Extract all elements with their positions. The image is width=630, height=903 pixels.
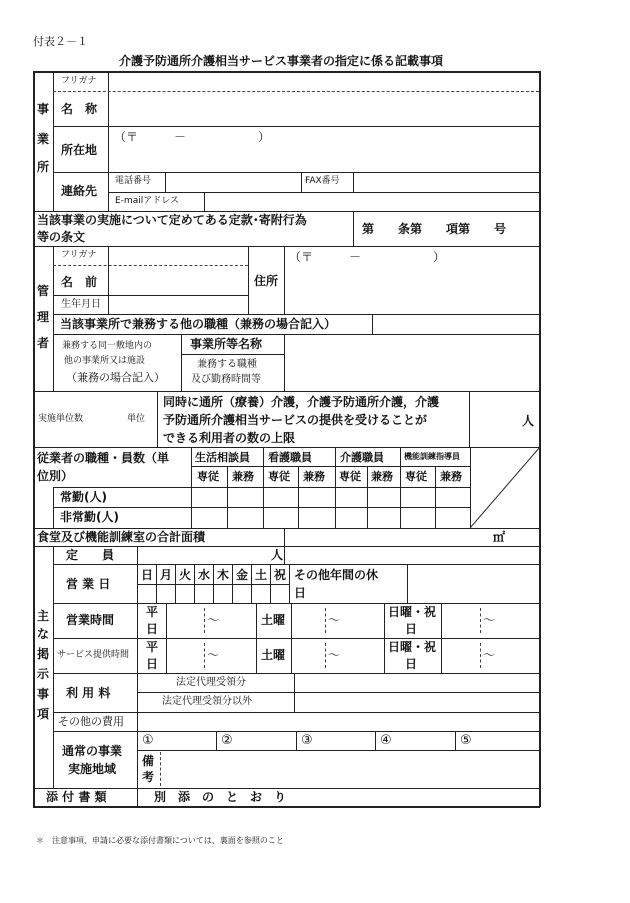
parttime-label: 非常勤(人): [60, 510, 119, 524]
days-label: 営 業 日: [66, 577, 111, 591]
unit-description-2: 予防通所介護相当サービスの提供を受けることが: [163, 413, 428, 427]
same-site-label-2: 他の事業所又は施設: [64, 356, 146, 366]
articles-label-cont: 等の条文: [37, 230, 86, 244]
section-char: 項: [37, 707, 50, 721]
fee-proxy-label: 法定代理受領分: [176, 677, 246, 688]
day-cell: 水: [198, 568, 211, 582]
attach-label: 添 付 書 類: [46, 790, 107, 804]
manager-dob-label: 生年月日: [61, 299, 101, 310]
attach-value: 別 添 の と お り: [154, 790, 287, 804]
holiday-label-2: 日: [294, 586, 307, 600]
tilde: ～: [483, 613, 496, 627]
articles-label: 当該事業の実施について定めてある定款･寄附行為: [37, 213, 307, 227]
weekday-label-2: 日: [146, 622, 159, 636]
diagonal-slash: [470, 447, 540, 528]
section-char: 者: [37, 336, 50, 350]
saturday-label: 土曜: [261, 613, 286, 627]
region-num: ①: [142, 733, 154, 748]
part-label: 兼務: [440, 470, 462, 483]
region-num: ④: [380, 733, 392, 748]
full-label: 専従: [268, 470, 290, 483]
tilde: ～: [328, 648, 341, 662]
staff-header-2: 位別）: [37, 469, 74, 483]
same-site-label: 兼務する同一敷地内の: [62, 341, 153, 351]
tilde: ～: [328, 613, 341, 627]
weekday-label-2: 日: [146, 657, 159, 671]
section-char: 事: [37, 687, 50, 701]
day-cell: 土: [255, 568, 268, 582]
manager-postal: （〒 － ）: [289, 250, 446, 264]
section-char: 所: [37, 160, 50, 174]
business-contact-label: 連絡先: [61, 184, 98, 198]
day-cell: 金: [236, 568, 249, 582]
day-cell: 火: [179, 568, 192, 582]
staff-header: 従業者の職種・員数（単: [37, 451, 170, 465]
manager-address-label: 住所: [254, 274, 279, 288]
email-label: E-mailアドレス: [115, 196, 179, 206]
area-unit: ㎡: [493, 530, 506, 544]
region-label-2: 実施地域: [68, 762, 117, 776]
staff-type: 生活相談員: [195, 451, 250, 464]
area-label: 食堂及び機能訓練室の合計面積: [37, 530, 206, 544]
day-cell: 祝: [274, 568, 287, 582]
section-char: な: [37, 627, 50, 641]
facility-name-label: 事業所等名称: [190, 337, 263, 351]
section-char: 主: [37, 609, 50, 623]
region-num: ⑤: [460, 733, 472, 748]
document-title: 介護予防通所介護相当サービス事業者の指定に係る記載事項: [119, 54, 444, 68]
part-label: 兼務: [232, 470, 254, 483]
unit-description: 同時に通所（療養）介護，介護予防通所介護，介護: [163, 395, 440, 409]
section-char: 掲: [37, 647, 50, 661]
business-furigana-label: フリガナ: [61, 76, 97, 86]
unit-label: 実施単位数: [38, 414, 84, 424]
sunday-label: 日曜・祝: [388, 605, 437, 619]
staff-type: 機能訓練指導員: [404, 452, 460, 461]
sunday-label-2: 日: [405, 657, 418, 671]
capacity-label: 定 員: [66, 548, 115, 562]
hours-label: 営業時間: [66, 613, 115, 627]
business-name-label: 名 称: [61, 102, 98, 116]
section-char: 示: [37, 667, 50, 681]
fee-label: 利 用 料: [66, 686, 111, 700]
remarks-label-2: 考: [142, 770, 155, 784]
region-label: 通常の事業: [62, 744, 123, 758]
region-num: ③: [301, 733, 313, 748]
weekday-label: 平: [146, 640, 159, 654]
manager-name-label: 名 前: [61, 275, 98, 289]
manager-furigana-label: フリガナ: [61, 250, 97, 260]
region-num: ②: [221, 733, 233, 748]
service-hours-label: サービス提供時間: [57, 650, 130, 660]
day-cell: 日: [141, 568, 154, 582]
business-postal: （〒 － ）: [114, 130, 271, 144]
section-char: 管: [37, 284, 50, 298]
tilde: ～: [207, 648, 220, 662]
full-label: 専従: [405, 470, 427, 483]
section-char: 事: [37, 102, 50, 116]
unit-persons: 人: [522, 414, 535, 428]
sunday-label-2: 日: [405, 622, 418, 636]
document-ref: 付表２－１: [33, 35, 88, 48]
part-label: 兼務: [371, 470, 393, 483]
duty-label: 兼務する職種: [197, 359, 257, 370]
remarks-label: 備: [142, 754, 155, 768]
same-site-label-3: （兼務の場合記入）: [66, 371, 165, 384]
day-cell: 月: [160, 568, 173, 582]
fulltime-label: 常勤(人): [60, 490, 107, 504]
tilde: ～: [207, 613, 220, 627]
capacity-persons: 人: [271, 548, 284, 562]
section-char: 業: [37, 132, 50, 146]
weekday-label: 平: [146, 605, 159, 619]
footnote: ＊ 注意事項、申請に必要な添付書類については、裏面を参照のこと: [36, 836, 284, 845]
duty-label-2: 及び勤務時間等: [191, 374, 261, 385]
staff-type: 介護職員: [340, 451, 384, 464]
part-label: 兼務: [303, 470, 325, 483]
holiday-label: その他年間の休: [294, 568, 379, 582]
section-char: 理: [37, 310, 50, 324]
other-duty-label: 当該事業所で兼務する他の職種（兼務の場合記入）: [60, 317, 337, 331]
fee-non-proxy-label: 法定代理受領分以外: [162, 696, 252, 707]
articles-value: 第 条第 項第 号: [362, 222, 507, 236]
full-label: 専従: [197, 470, 219, 483]
saturday-label: 土曜: [261, 648, 286, 662]
tel-label: 電話番号: [115, 176, 152, 186]
day-cell: 木: [217, 568, 230, 582]
unit-suffix: 単位: [127, 414, 146, 424]
business-address-label: 所在地: [61, 143, 98, 157]
fax-label: FAX番号: [305, 176, 340, 186]
staff-type: 看護職員: [268, 451, 312, 464]
tilde: ～: [483, 648, 496, 662]
full-label: 専従: [339, 470, 361, 483]
sunday-label: 日曜・祝: [388, 640, 437, 654]
other-fee-label: その他の費用: [58, 715, 124, 728]
unit-description-3: できる利用者の数の上限: [163, 431, 296, 445]
